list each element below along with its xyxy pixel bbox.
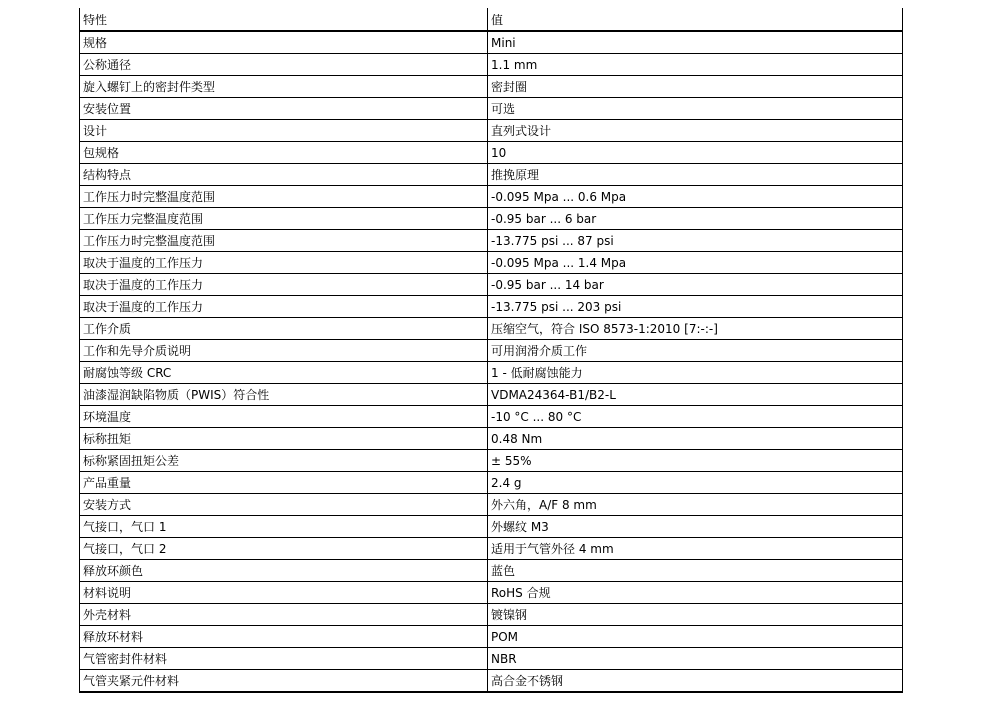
table-row	[80, 142, 903, 164]
value-cell: 直列式设计	[488, 120, 903, 142]
value-cell: Mini	[488, 31, 903, 54]
header-property: 特性	[80, 8, 488, 31]
table-row	[80, 120, 903, 142]
property-cell: 气管密封件材料	[80, 648, 488, 670]
spec-table-header	[80, 8, 903, 31]
value-cell: -0.95 bar ... 6 bar	[488, 208, 903, 230]
property-cell: 工作介质	[80, 318, 488, 340]
value-cell: VDMA24364-B1/B2-L	[488, 384, 903, 406]
table-row	[80, 274, 903, 296]
table-row	[80, 516, 903, 538]
property-cell: 材料说明	[80, 582, 488, 604]
property-cell: 公称通径	[80, 54, 488, 76]
value-cell: 0.48 Nm	[488, 428, 903, 450]
table-row	[80, 406, 903, 428]
value-cell: POM	[488, 626, 903, 648]
table-row	[80, 31, 903, 54]
value-cell: NBR	[488, 648, 903, 670]
property-cell: 旋入螺钉上的密封件类型	[80, 76, 488, 98]
header-row	[80, 8, 903, 31]
table-row	[80, 494, 903, 516]
table-row	[80, 538, 903, 560]
value-cell: RoHS 合规	[488, 582, 903, 604]
property-cell: 规格	[80, 31, 488, 54]
property-cell: 工作压力时完整温度范围	[80, 230, 488, 252]
property-cell: 标称扭矩	[80, 428, 488, 450]
table-row	[80, 296, 903, 318]
property-cell: 结构特点	[80, 164, 488, 186]
value-cell: 外六角，A/F 8 mm	[488, 494, 903, 516]
property-cell: 标称紧固扭矩公差	[80, 450, 488, 472]
table-row	[80, 362, 903, 384]
table-row	[80, 76, 903, 98]
table-row	[80, 208, 903, 230]
property-cell: 释放环材料	[80, 626, 488, 648]
property-cell: 油漆湿润缺陷物质（PWIS）符合性	[80, 384, 488, 406]
table-row	[80, 428, 903, 450]
property-cell: 取决于温度的工作压力	[80, 274, 488, 296]
table-row	[80, 164, 903, 186]
property-cell: 环境温度	[80, 406, 488, 428]
property-cell: 取决于温度的工作压力	[80, 252, 488, 274]
property-cell: 取决于温度的工作压力	[80, 296, 488, 318]
value-cell: 外螺纹 M3	[488, 516, 903, 538]
table-row	[80, 604, 903, 626]
table-row	[80, 648, 903, 670]
table-row	[80, 582, 903, 604]
property-cell: 安装方式	[80, 494, 488, 516]
value-cell: -0.095 Mpa ... 1.4 Mpa	[488, 252, 903, 274]
property-cell: 包规格	[80, 142, 488, 164]
property-cell: 工作压力完整温度范围	[80, 208, 488, 230]
table-row	[80, 54, 903, 76]
property-cell: 释放环颜色	[80, 560, 488, 582]
property-cell: 耐腐蚀等级 CRC	[80, 362, 488, 384]
table-row	[80, 98, 903, 120]
value-cell: 适用于气管外径 4 mm	[488, 538, 903, 560]
value-cell: 10	[488, 142, 903, 164]
header-value: 值	[488, 8, 903, 31]
table-row	[80, 626, 903, 648]
property-cell: 气接口，气口 2	[80, 538, 488, 560]
table-row	[80, 230, 903, 252]
property-cell: 安装位置	[80, 98, 488, 120]
value-cell: 密封圈	[488, 76, 903, 98]
property-cell: 气管夹紧元件材料	[80, 670, 488, 693]
value-cell: 可用润滑介质工作	[488, 340, 903, 362]
value-cell: 压缩空气，符合 ISO 8573-1:2010 [7:-:-]	[488, 318, 903, 340]
table-row	[80, 384, 903, 406]
value-cell: -13.775 psi ... 203 psi	[488, 296, 903, 318]
table-row	[80, 340, 903, 362]
table-row	[80, 450, 903, 472]
value-cell: -13.775 psi ... 87 psi	[488, 230, 903, 252]
value-cell: 可选	[488, 98, 903, 120]
value-cell: 镀镍钢	[488, 604, 903, 626]
table-row	[80, 560, 903, 582]
value-cell: -0.95 bar ... 14 bar	[488, 274, 903, 296]
property-cell: 产品重量	[80, 472, 488, 494]
value-cell: -0.095 Mpa ... 0.6 Mpa	[488, 186, 903, 208]
value-cell: 2.4 g	[488, 472, 903, 494]
value-cell: -10 °C ... 80 °C	[488, 406, 903, 428]
value-cell: 1.1 mm	[488, 54, 903, 76]
property-cell: 工作压力时完整温度范围	[80, 186, 488, 208]
property-cell: 气接口，气口 1	[80, 516, 488, 538]
table-row	[80, 670, 903, 693]
value-cell: 高合金不锈钢	[488, 670, 903, 693]
property-cell: 工作和先导介质说明	[80, 340, 488, 362]
property-cell: 外壳材料	[80, 604, 488, 626]
table-row	[80, 318, 903, 340]
value-cell: 推挽原理	[488, 164, 903, 186]
spec-table	[79, 8, 903, 693]
value-cell: 蓝色	[488, 560, 903, 582]
spec-table-body	[80, 31, 903, 692]
value-cell: ± 55%	[488, 450, 903, 472]
property-cell: 设计	[80, 120, 488, 142]
table-row	[80, 252, 903, 274]
table-row	[80, 186, 903, 208]
value-cell: 1 - 低耐腐蚀能力	[488, 362, 903, 384]
table-row	[80, 472, 903, 494]
